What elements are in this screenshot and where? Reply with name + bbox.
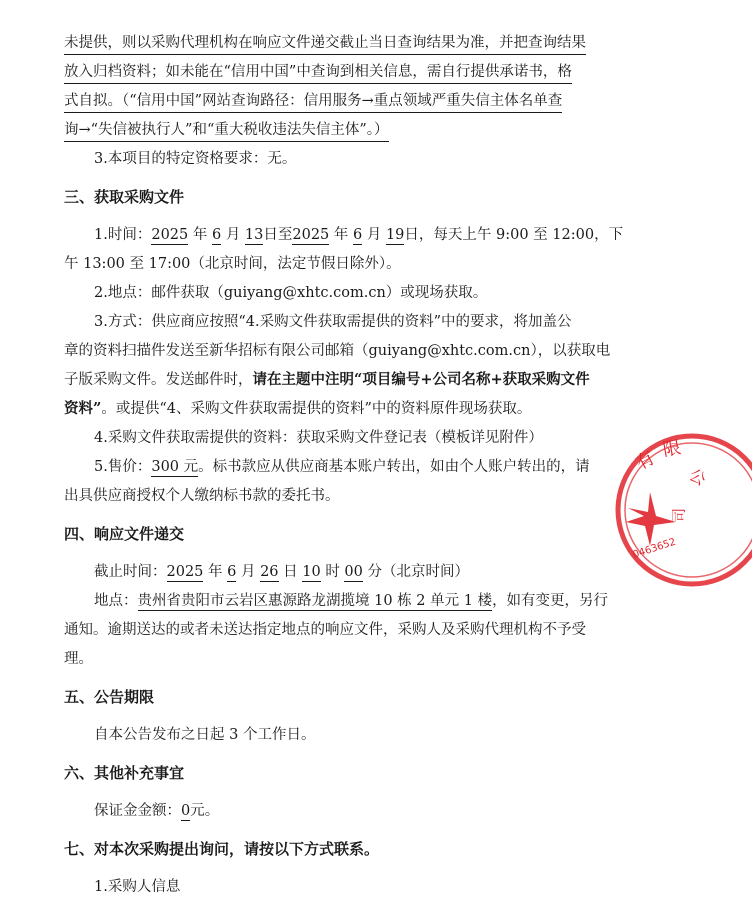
seal-char: 限 — [661, 437, 683, 461]
deposit-rest: 元。 — [190, 803, 220, 819]
section-heading-contact: 七、对本次采购提出询问，请按以下方式联系。 — [64, 840, 380, 858]
price-value: 300 元 — [151, 459, 199, 475]
purchaser-info-item: 1.采购人信息 — [94, 879, 181, 895]
deadline-hour: 10 — [302, 564, 321, 580]
price-line-2: 出具供应商授权个人缴纳标书款的委托书。 — [64, 488, 340, 504]
deadline-label: 截止时间： — [94, 564, 167, 580]
day-unit: 日 — [283, 564, 298, 580]
start-month: 6 — [211, 227, 222, 243]
company-seal — [612, 430, 752, 590]
end-month: 6 — [353, 227, 363, 243]
price-label: 5.售价： — [94, 459, 152, 475]
seal-char: 司 — [672, 508, 688, 522]
deposit-label: 保证金金额： — [94, 803, 181, 819]
period-text: 自本公告发布之日起 3 个工作日。 — [94, 727, 316, 743]
year-unit: 年 — [192, 227, 208, 243]
paragraph-line: 式自拟。（“信用中国”网站查询路径：信用服务→重点领域严重失信主体名单查 — [64, 91, 562, 113]
hour-unit: 时 — [325, 564, 340, 580]
obtain-method-line-3 — [64, 370, 590, 390]
obtain-method-line-4 — [64, 399, 531, 419]
price-rest: 。标书款应从供应商基本账户转出，如由个人账户转出的，请 — [198, 459, 590, 475]
location-value: 贵州省贵阳市云岩区惠源路龙湖揽境 10 栋 2 单元 1 楼 — [137, 593, 493, 609]
obtain-method-line-2: 章的资料扫描件发送至新华招标有限公司邮箱（guiyang@xhtc.com.cn），以获取电 — [64, 343, 611, 359]
year-unit: 年 — [208, 564, 223, 580]
seal-code: 0463652 — [631, 536, 678, 561]
deadline-year: 2025 — [166, 564, 204, 580]
method-text: 。或提供“4、采购文件获取需提供的资料”中的资料原件现场获取。 — [101, 401, 532, 417]
special-requirement-item: 3.本项目的特定资格要求：无。 — [94, 151, 297, 167]
paragraph-line: 询→“失信被执行人”和“重大税收违法失信主体”。） — [64, 120, 389, 142]
seal-char: 有 — [632, 447, 659, 475]
section-heading-obtain-documents: 三、获取采购文件 — [64, 188, 185, 206]
section-heading-period: 五、公告期限 — [64, 688, 155, 706]
obtain-method-line: 3.方式：供应商应按照“4.采购文件获取需提供的资料”中的要求，将加盖公 — [94, 314, 572, 330]
section-heading-submission: 四、响应文件递交 — [64, 525, 185, 543]
month-unit: 月 — [240, 564, 256, 580]
method-emphasis: 请在主题中注明“项目编号+公司名称+获取采购文件 — [252, 371, 590, 388]
deposit-line — [94, 801, 219, 821]
time-rest: 日，每天上午 9:00 至 12:00，下 — [404, 227, 624, 243]
paragraph-line: 放入归档资料；如未能在“信用中国”中查询到相关信息，需自行提供承诺书，格 — [64, 62, 572, 84]
location-line-2: 通知。逾期送达的或者未送达指定地点的响应文件，采购人及采购代理机构不予受 — [64, 622, 586, 638]
deadline-day: 26 — [260, 564, 279, 580]
obtain-place-line: 2.地点：邮件获取（guiyang@xhtc.com.cn）或现场获取。 — [94, 285, 488, 301]
required-docs-line: 4.采购文件获取需提供的资料：获取采购文件登记表（模板详见附件） — [94, 430, 543, 446]
start-day: 13 — [244, 227, 264, 243]
start-year: 2025 — [151, 227, 189, 243]
location-line-3: 理。 — [64, 651, 93, 667]
obtain-time-line — [94, 225, 623, 245]
day-to: 日至 — [263, 227, 293, 243]
location-line — [94, 591, 608, 611]
month-unit: 月 — [366, 227, 382, 243]
deadline-minute: 00 — [344, 564, 363, 580]
obtain-time-line-2: 午 13:00 至 17:00（北京时间，法定节假日除外）。 — [64, 256, 401, 272]
method-text: 子版采购文件。发送邮件时， — [64, 372, 253, 388]
deposit-value: 0 — [181, 803, 191, 819]
deadline-rest: 分（北京时间） — [367, 564, 469, 580]
paragraph-line: 未提供，则以采购代理机构在响应文件递交截止当日查询结果为准，并把查询结果 — [64, 33, 586, 55]
end-year: 2025 — [292, 227, 330, 243]
section-heading-other: 六、其他补充事宜 — [64, 764, 185, 782]
method-emphasis: 资料” — [64, 400, 102, 417]
seal-char: 公 — [686, 465, 710, 490]
year-unit: 年 — [333, 227, 349, 243]
location-rest: ，如有变更，另行 — [492, 593, 609, 609]
time-label: 1.时间： — [94, 227, 152, 243]
price-line — [94, 457, 590, 477]
end-day: 19 — [385, 227, 405, 243]
location-label: 地点： — [94, 593, 138, 609]
deadline-month: 6 — [227, 564, 237, 580]
month-unit: 月 — [225, 227, 241, 243]
deadline-line — [94, 562, 469, 582]
